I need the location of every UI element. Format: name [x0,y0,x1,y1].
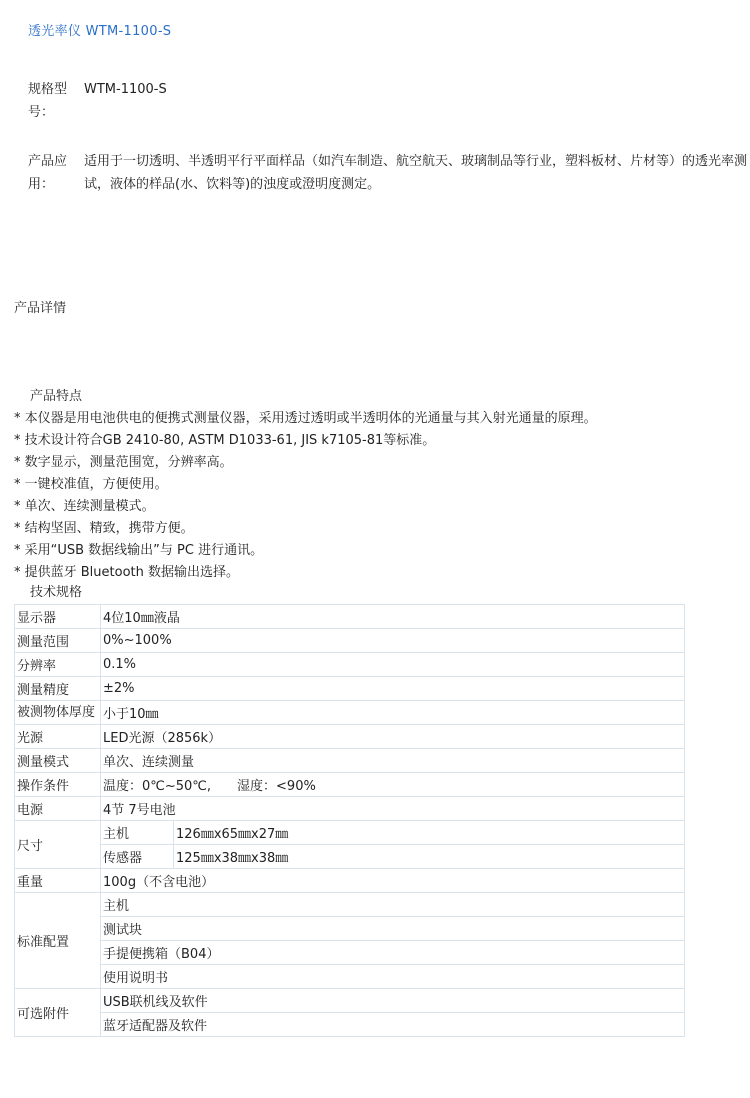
specs-table [14,604,685,1037]
spec-value: 主机 [101,893,685,917]
spec-value: ±2% [101,677,685,701]
table-row [15,773,685,797]
table-row [15,965,685,989]
features-section [14,386,750,584]
table-row [15,653,685,677]
spec-value: LED光源（2856k） [101,725,685,749]
feature-item: * 提供蓝牙 Bluetooth 数据输出选择。 [14,565,240,580]
spec-value: 125㎜x38㎜x38㎜ [174,845,685,869]
spec-label: 分辨率 [15,653,101,677]
spec-label: 测量模式 [15,749,101,773]
spec-label: 测量精度 [15,677,101,701]
table-row [15,749,685,773]
spec-value: 126㎜x65㎜x27㎜ [174,821,685,845]
spec-value: 温度：0℃~50℃, 湿度：<90% [101,773,685,797]
features-list [14,408,750,584]
table-row [15,629,685,653]
spec-value: 手提便携箱（B04） [101,941,685,965]
spec-label: 可选附件 [15,989,101,1037]
spec-model-row [28,78,228,124]
spec-model-value: WTM-1100-S [84,82,167,97]
spec-label: 操作条件 [15,773,101,797]
spec-sublabel: 主机 [101,821,174,845]
table-row [15,797,685,821]
application-value: 适用于一切透明、半透明平行平面样品（如汽车制造、航空航天、玻璃制品等行业，塑料板材、片材等）的透光率测试，液体的样品(水、饮料等)的浊度或澄明度测定。 [84,154,748,192]
table-row [15,869,685,893]
spec-value: 4位10㎜液晶 [101,605,685,629]
spec-value: 0%~100% [101,629,685,653]
feature-item: * 采用“USB 数据线输出”与 PC 进行通讯。 [14,543,264,558]
table-row [15,845,685,869]
table-row [15,725,685,749]
table-row [15,701,685,725]
table-row [15,941,685,965]
spec-value: 测试块 [101,917,685,941]
table-row [15,677,685,701]
application-row [28,150,750,196]
spec-value: 单次、连续测量 [101,749,685,773]
table-row [15,821,685,845]
spec-value: 使用说明书 [101,965,685,989]
feature-item: * 一键校准值，方便使用。 [14,477,168,492]
feature-item: * 数字显示，测量范围宽，分辨率高。 [14,455,233,470]
feature-item: * 技术设计符合GB 2410-80, ASTM D1033-61, JIS k7105-81等标准。 [14,433,436,448]
product-title: 透光率仪 WTM-1100-S [28,24,172,39]
spec-label: 显示器 [15,605,101,629]
spec-label: 被测物体厚度 [15,701,101,725]
spec-value: 0.1% [101,653,685,677]
table-row [15,605,685,629]
spec-label: 尺寸 [15,821,101,869]
feature-item: * 结构坚固、精致，携带方便。 [14,521,194,536]
spec-label: 光源 [15,725,101,749]
spec-value: 小于10㎜ [101,701,685,725]
table-row [15,1013,685,1037]
specs-heading: 技术规格 [30,585,83,600]
application-label: 产品应用： [28,154,68,192]
spec-label: 测量范围 [15,629,101,653]
spec-value: 蓝牙适配器及软件 [101,1013,685,1037]
spec-value: 4节 7号电池 [101,797,685,821]
table-row [15,893,685,917]
spec-value: USB联机线及软件 [101,989,685,1013]
spec-sublabel: 传感器 [101,845,174,869]
features-heading: 产品特点 [30,389,83,404]
spec-label: 电源 [15,797,101,821]
spec-value: 100g（不含电池） [101,869,685,893]
feature-item: * 单次、连续测量模式。 [14,499,155,514]
detail-heading: 产品详情 [14,301,67,316]
spec-label: 重量 [15,869,101,893]
spec-model-label: 规格型号： [28,82,68,120]
table-row [15,917,685,941]
feature-item: * 本仪器是用电池供电的便携式测量仪器，采用透过透明或半透明体的光通量与其入射光通量的原理。 [14,411,597,426]
table-row [15,989,685,1013]
spec-label: 标准配置 [15,893,101,989]
